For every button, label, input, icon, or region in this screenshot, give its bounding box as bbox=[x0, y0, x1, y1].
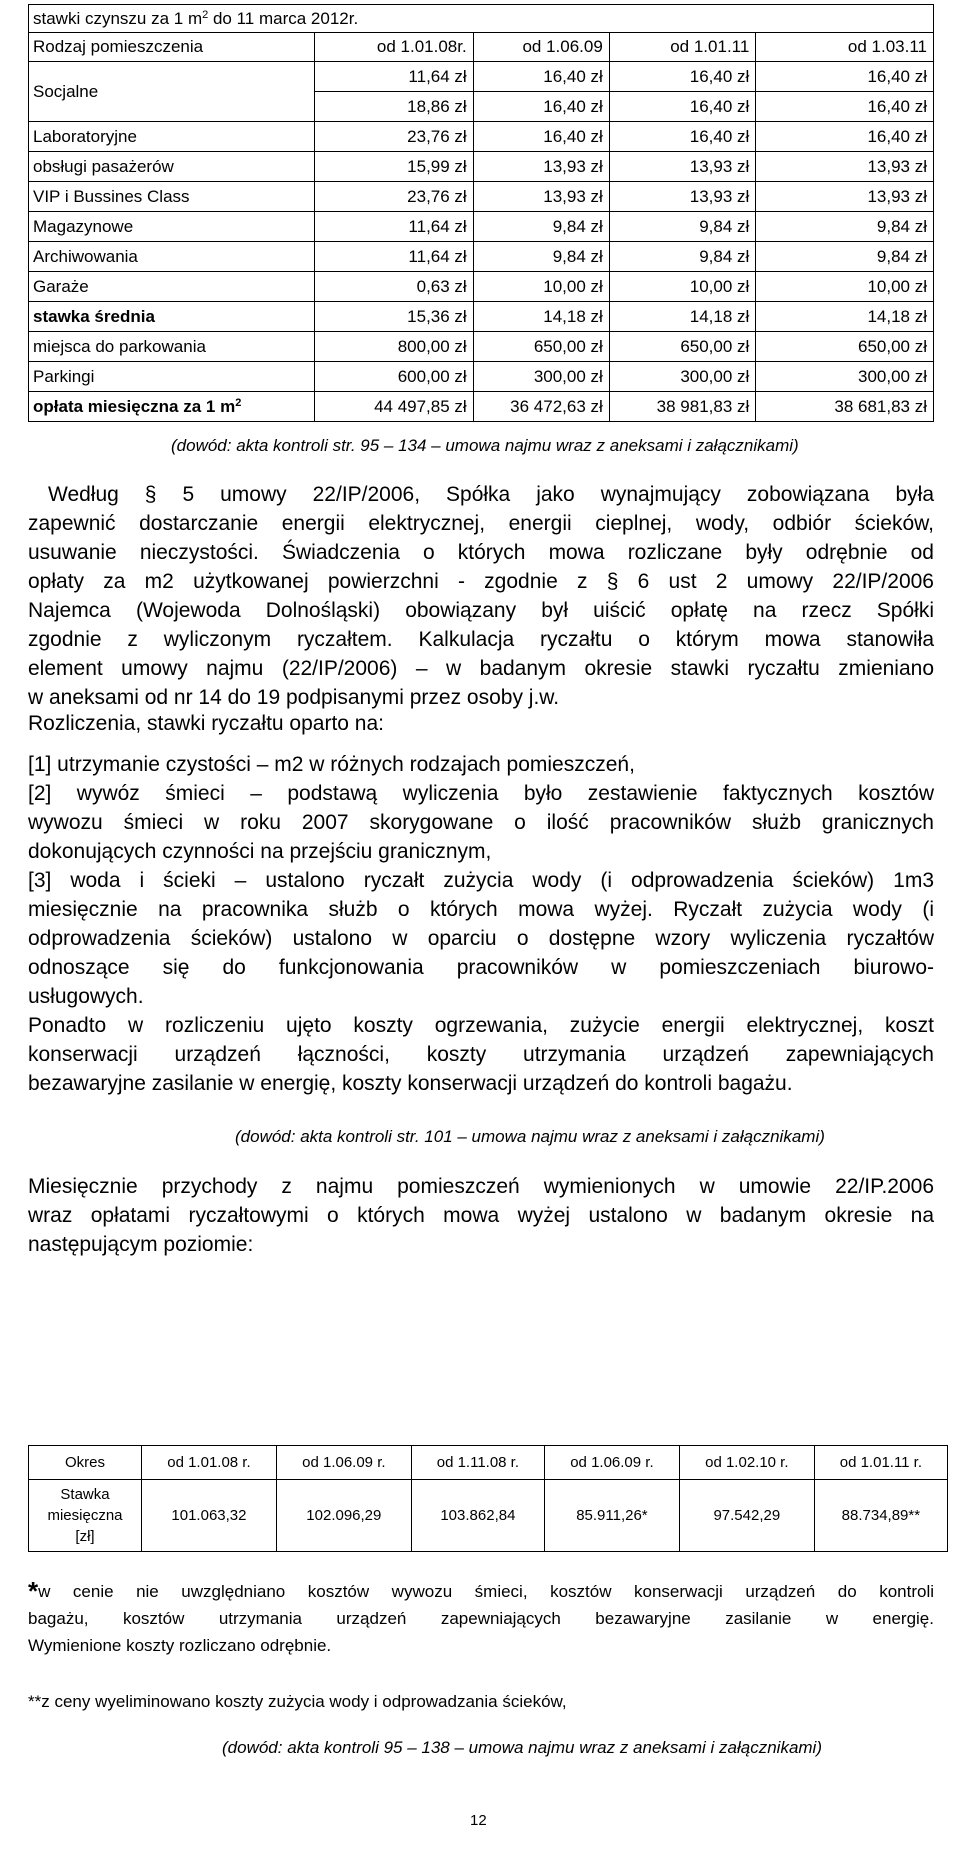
row-label: Stawka miesięczna [zł] bbox=[29, 1480, 142, 1552]
monthly-revenue-table bbox=[28, 1445, 948, 1552]
section-heading: Rozliczenia, stawki ryczałtu oparto na: bbox=[28, 712, 384, 735]
row-label: opłata miesięczna za 1 $m^2$ bbox=[29, 392, 315, 422]
cell-value: 13,93 zł bbox=[609, 152, 756, 182]
cell-value: 88.734,89** bbox=[814, 1480, 947, 1552]
text-line: następującym poziomie: bbox=[28, 1233, 254, 1256]
cell-value: 16,40 zł bbox=[473, 122, 609, 152]
cell-value: 15,99 zł bbox=[314, 152, 473, 182]
cell-value: 9,84 zł bbox=[473, 242, 609, 272]
cell-value: 102.096,29 bbox=[276, 1480, 411, 1552]
table-row bbox=[29, 212, 934, 242]
cell-value: 9,84 zł bbox=[473, 212, 609, 242]
cell-value: 38 681,83 zł bbox=[756, 392, 934, 422]
table-row bbox=[29, 392, 934, 422]
text-line: [2] wywóz śmieci – podstawą wyliczenia było zestawienie faktycznych kosztów bbox=[28, 782, 934, 805]
cell-value: 10,00 zł bbox=[609, 272, 756, 302]
row-label: Laboratoryjne bbox=[29, 122, 315, 152]
row-label: Magazynowe bbox=[29, 212, 315, 242]
text-line: opłaty za m2 użytkowanej powierzchni - zgodnie z § 6 ust 2 umowy 22/IP/2006 bbox=[28, 570, 934, 593]
row-label: Garaże bbox=[29, 272, 315, 302]
paragraph-monthly-revenue bbox=[28, 1172, 934, 1259]
cell-value: 13,93 zł bbox=[756, 152, 934, 182]
table-row bbox=[29, 302, 934, 332]
text-line: Miesięcznie przychody z najmu pomieszczeń wymienionych w umowie 22/IP.2006 bbox=[28, 1175, 934, 1198]
text-line: Wymienione koszty rozliczano odrębnie. bbox=[28, 1636, 332, 1655]
cell-value: 16,40 zł bbox=[756, 62, 934, 92]
period-cell: od 1.06.09 r. bbox=[544, 1446, 679, 1480]
table-row bbox=[29, 122, 934, 152]
evidence-citation: (dowód: akta kontroli str. 101 – umowa najmu wraz z aneksami i załącznikami) bbox=[235, 1127, 825, 1146]
cell-value: 13,93 zł bbox=[609, 182, 756, 212]
text-line: miesięcznie na pracownika służb o których mowa wyżej. Ryczałt zużycia wody (i bbox=[28, 898, 934, 921]
cell-value: 11,64 zł bbox=[314, 62, 473, 92]
cell-value: 16,40 zł bbox=[756, 122, 934, 152]
paragraph-settlement-basis bbox=[28, 750, 934, 1098]
row-label: obsługi pasażerów bbox=[29, 152, 315, 182]
cell-value: 13,93 zł bbox=[473, 152, 609, 182]
cell-value: 9,84 zł bbox=[609, 242, 756, 272]
cell-value: 14,18 zł bbox=[473, 302, 609, 332]
text-line: bagażu, kosztów utrzymania urządzeń zapewniających bezawaryjne zasilanie w energię. bbox=[28, 1609, 934, 1628]
cell-value: 300,00 zł bbox=[609, 362, 756, 392]
cell-value: 103.862,84 bbox=[411, 1480, 544, 1552]
period-cell: od 1.06.09 r. bbox=[276, 1446, 411, 1480]
text-line: *w cenie nie uwzględniano kosztów wywozu śmieci, kosztów konserwacji urządzeń do kontroli bbox=[28, 1576, 934, 1606]
paragraph-contract-terms bbox=[28, 480, 934, 712]
text-line: bezawaryjne zasilanie w energię, koszty konserwacji urządzeń do kontroli bagażu. bbox=[28, 1072, 793, 1095]
cell-value: 23,76 zł bbox=[314, 182, 473, 212]
header-room-type: Rodzaj pomieszczenia bbox=[29, 33, 315, 62]
header-period: od 1.03.11 bbox=[756, 33, 934, 62]
text-line: element umowy najmu (22/IP/2006) – w badanym okresie stawki ryczałtu zmieniano bbox=[28, 657, 934, 680]
text-line: **z ceny wyeliminowano koszty zużycia wody i odprowadzania ścieków, bbox=[28, 1692, 567, 1711]
footnote-double-star bbox=[28, 1688, 934, 1715]
text-line: w aneksami od nr 14 do 19 podpisanymi przez osoby j.w. bbox=[28, 686, 560, 709]
text-line: Ponadto w rozliczeniu ujęto koszty ogrzewania, zużycie energii elektrycznej, koszt bbox=[28, 1014, 934, 1037]
table-row bbox=[29, 242, 934, 272]
cell-value: 650,00 zł bbox=[473, 332, 609, 362]
evidence-citation: (dowód: akta kontroli 95 – 138 – umowa najmu wraz z aneksami i załącznikami) bbox=[222, 1738, 822, 1757]
period-cell: od 1.01.11 r. bbox=[814, 1446, 947, 1480]
table-row bbox=[29, 1480, 948, 1552]
cell-value: 300,00 zł bbox=[473, 362, 609, 392]
text-line: wywozu śmieci w roku 2007 skorygowane o ilość pracowników służb granicznych bbox=[28, 811, 934, 834]
row-label: Socjalne bbox=[29, 62, 315, 122]
text-line: zapewnić dostarczanie energii elektrycznej, energii cieplnej, wody, odbiór ścieków, bbox=[28, 512, 934, 535]
row-label: miejsca do parkowania bbox=[29, 332, 315, 362]
text-line: dokonujących czynności na przejściu granicznym, bbox=[28, 840, 492, 863]
header-period: od 1.01.11 bbox=[609, 33, 756, 62]
cell-value: 36 472,63 zł bbox=[473, 392, 609, 422]
table-row bbox=[29, 152, 934, 182]
text-line: wraz opłatami ryczałtowymi o których mowa wyżej ustalono w badanym okresie na bbox=[28, 1204, 934, 1227]
header-period: od 1.06.09 bbox=[473, 33, 609, 62]
cell-value: 650,00 zł bbox=[609, 332, 756, 362]
cell-value: 85.911,26* bbox=[544, 1480, 679, 1552]
cell-value: 10,00 zł bbox=[473, 272, 609, 302]
footnote-marker: * bbox=[28, 1576, 39, 1606]
cell-value: 38 981,83 zł bbox=[609, 392, 756, 422]
cell-value: 600,00 zł bbox=[314, 362, 473, 392]
header-period: od 1.01.08r. bbox=[314, 33, 473, 62]
text-line: [3] woda i ścieki – ustalono ryczałt zużycia wody (i odprowadzenia ścieków) 1m3 bbox=[28, 869, 934, 892]
rent-rates-table-title: stawki czynszu za 1 $m^2$ do 11 marca 2012r. bbox=[29, 5, 934, 33]
row-label: stawka średnia bbox=[29, 302, 315, 332]
table-row bbox=[29, 332, 934, 362]
cell-value: 16,40 zł bbox=[756, 92, 934, 122]
rent-rates-table bbox=[28, 4, 934, 422]
text-line: zgodnie z wyliczonym ryczałtem. Kalkulacja ryczałtu o którym mowa stanowiła bbox=[28, 628, 934, 651]
table-row bbox=[29, 182, 934, 212]
row-label: Parkingi bbox=[29, 362, 315, 392]
cell-value: 16,40 zł bbox=[473, 92, 609, 122]
text-line: Według § 5 umowy 22/IP/2006, Spółka jako wynajmujący zobowiązana była bbox=[48, 483, 934, 506]
text-line: odnoszące się do funkcjonowania pracowników w pomieszczeniach biurowo- bbox=[28, 956, 934, 979]
period-cell: od 1.11.08 r. bbox=[411, 1446, 544, 1480]
cell-value: 14,18 zł bbox=[756, 302, 934, 332]
cell-value: 13,93 zł bbox=[473, 182, 609, 212]
row-label: VIP i Bussines Class bbox=[29, 182, 315, 212]
period-cell: od 1.02.10 r. bbox=[679, 1446, 814, 1480]
cell-value: 13,93 zł bbox=[756, 182, 934, 212]
table-row bbox=[29, 1446, 948, 1480]
cell-value: 9,84 zł bbox=[609, 212, 756, 242]
cell-value: 14,18 zł bbox=[609, 302, 756, 332]
page-number: 12 bbox=[470, 1812, 487, 1829]
footnote-single-star bbox=[28, 1578, 934, 1659]
cell-value: 9,84 zł bbox=[756, 212, 934, 242]
cell-value: 44 497,85 zł bbox=[314, 392, 473, 422]
text-line: usługowych. bbox=[28, 985, 144, 1008]
cell-value: 11,64 zł bbox=[314, 242, 473, 272]
cell-value: 9,84 zł bbox=[756, 242, 934, 272]
rent-rates-header-row bbox=[29, 33, 934, 62]
cell-value: 97.542,29 bbox=[679, 1480, 814, 1552]
cell-value: 18,86 zł bbox=[314, 92, 473, 122]
text-line: usuwanie nieczystości. Świadczenia o których mowa rozliczane były odrębnie od bbox=[28, 541, 934, 564]
cell-value: 300,00 zł bbox=[756, 362, 934, 392]
cell-value: 101.063,32 bbox=[142, 1480, 277, 1552]
row-label: Okres bbox=[29, 1446, 142, 1480]
cell-value: 16,40 zł bbox=[609, 92, 756, 122]
cell-value: 23,76 zł bbox=[314, 122, 473, 152]
text-line: [1] utrzymanie czystości – m2 w różnych rodzajach pomieszczeń, bbox=[28, 753, 635, 776]
table-row bbox=[29, 62, 934, 92]
cell-value: 16,40 zł bbox=[473, 62, 609, 92]
table-row bbox=[29, 362, 934, 392]
cell-value: 16,40 zł bbox=[609, 62, 756, 92]
cell-value: 800,00 zł bbox=[314, 332, 473, 362]
period-cell: od 1.01.08 r. bbox=[142, 1446, 277, 1480]
cell-value: 16,40 zł bbox=[609, 122, 756, 152]
evidence-citation: (dowód: akta kontroli str. 95 – 134 – umowa najmu wraz z aneksami i załącznikami) bbox=[171, 436, 799, 455]
table-row bbox=[29, 272, 934, 302]
cell-value: 0,63 zł bbox=[314, 272, 473, 302]
text-line: Najemca (Wojewoda Dolnośląski) obowiązany był uiścić opłatę na rzecz Spółki bbox=[28, 599, 934, 622]
text-line: odprowadzenia ścieków) ustalono w oparciu o dostępne wzory wyliczenia ryczałtów bbox=[28, 927, 934, 950]
cell-value: 11,64 zł bbox=[314, 212, 473, 242]
text-line: konserwacji urządzeń łączności, koszty utrzymania urządzeń zapewniających bbox=[28, 1043, 934, 1066]
cell-value: 650,00 zł bbox=[756, 332, 934, 362]
cell-value: 10,00 zł bbox=[756, 272, 934, 302]
row-label: Archiwowania bbox=[29, 242, 315, 272]
cell-value: 15,36 zł bbox=[314, 302, 473, 332]
